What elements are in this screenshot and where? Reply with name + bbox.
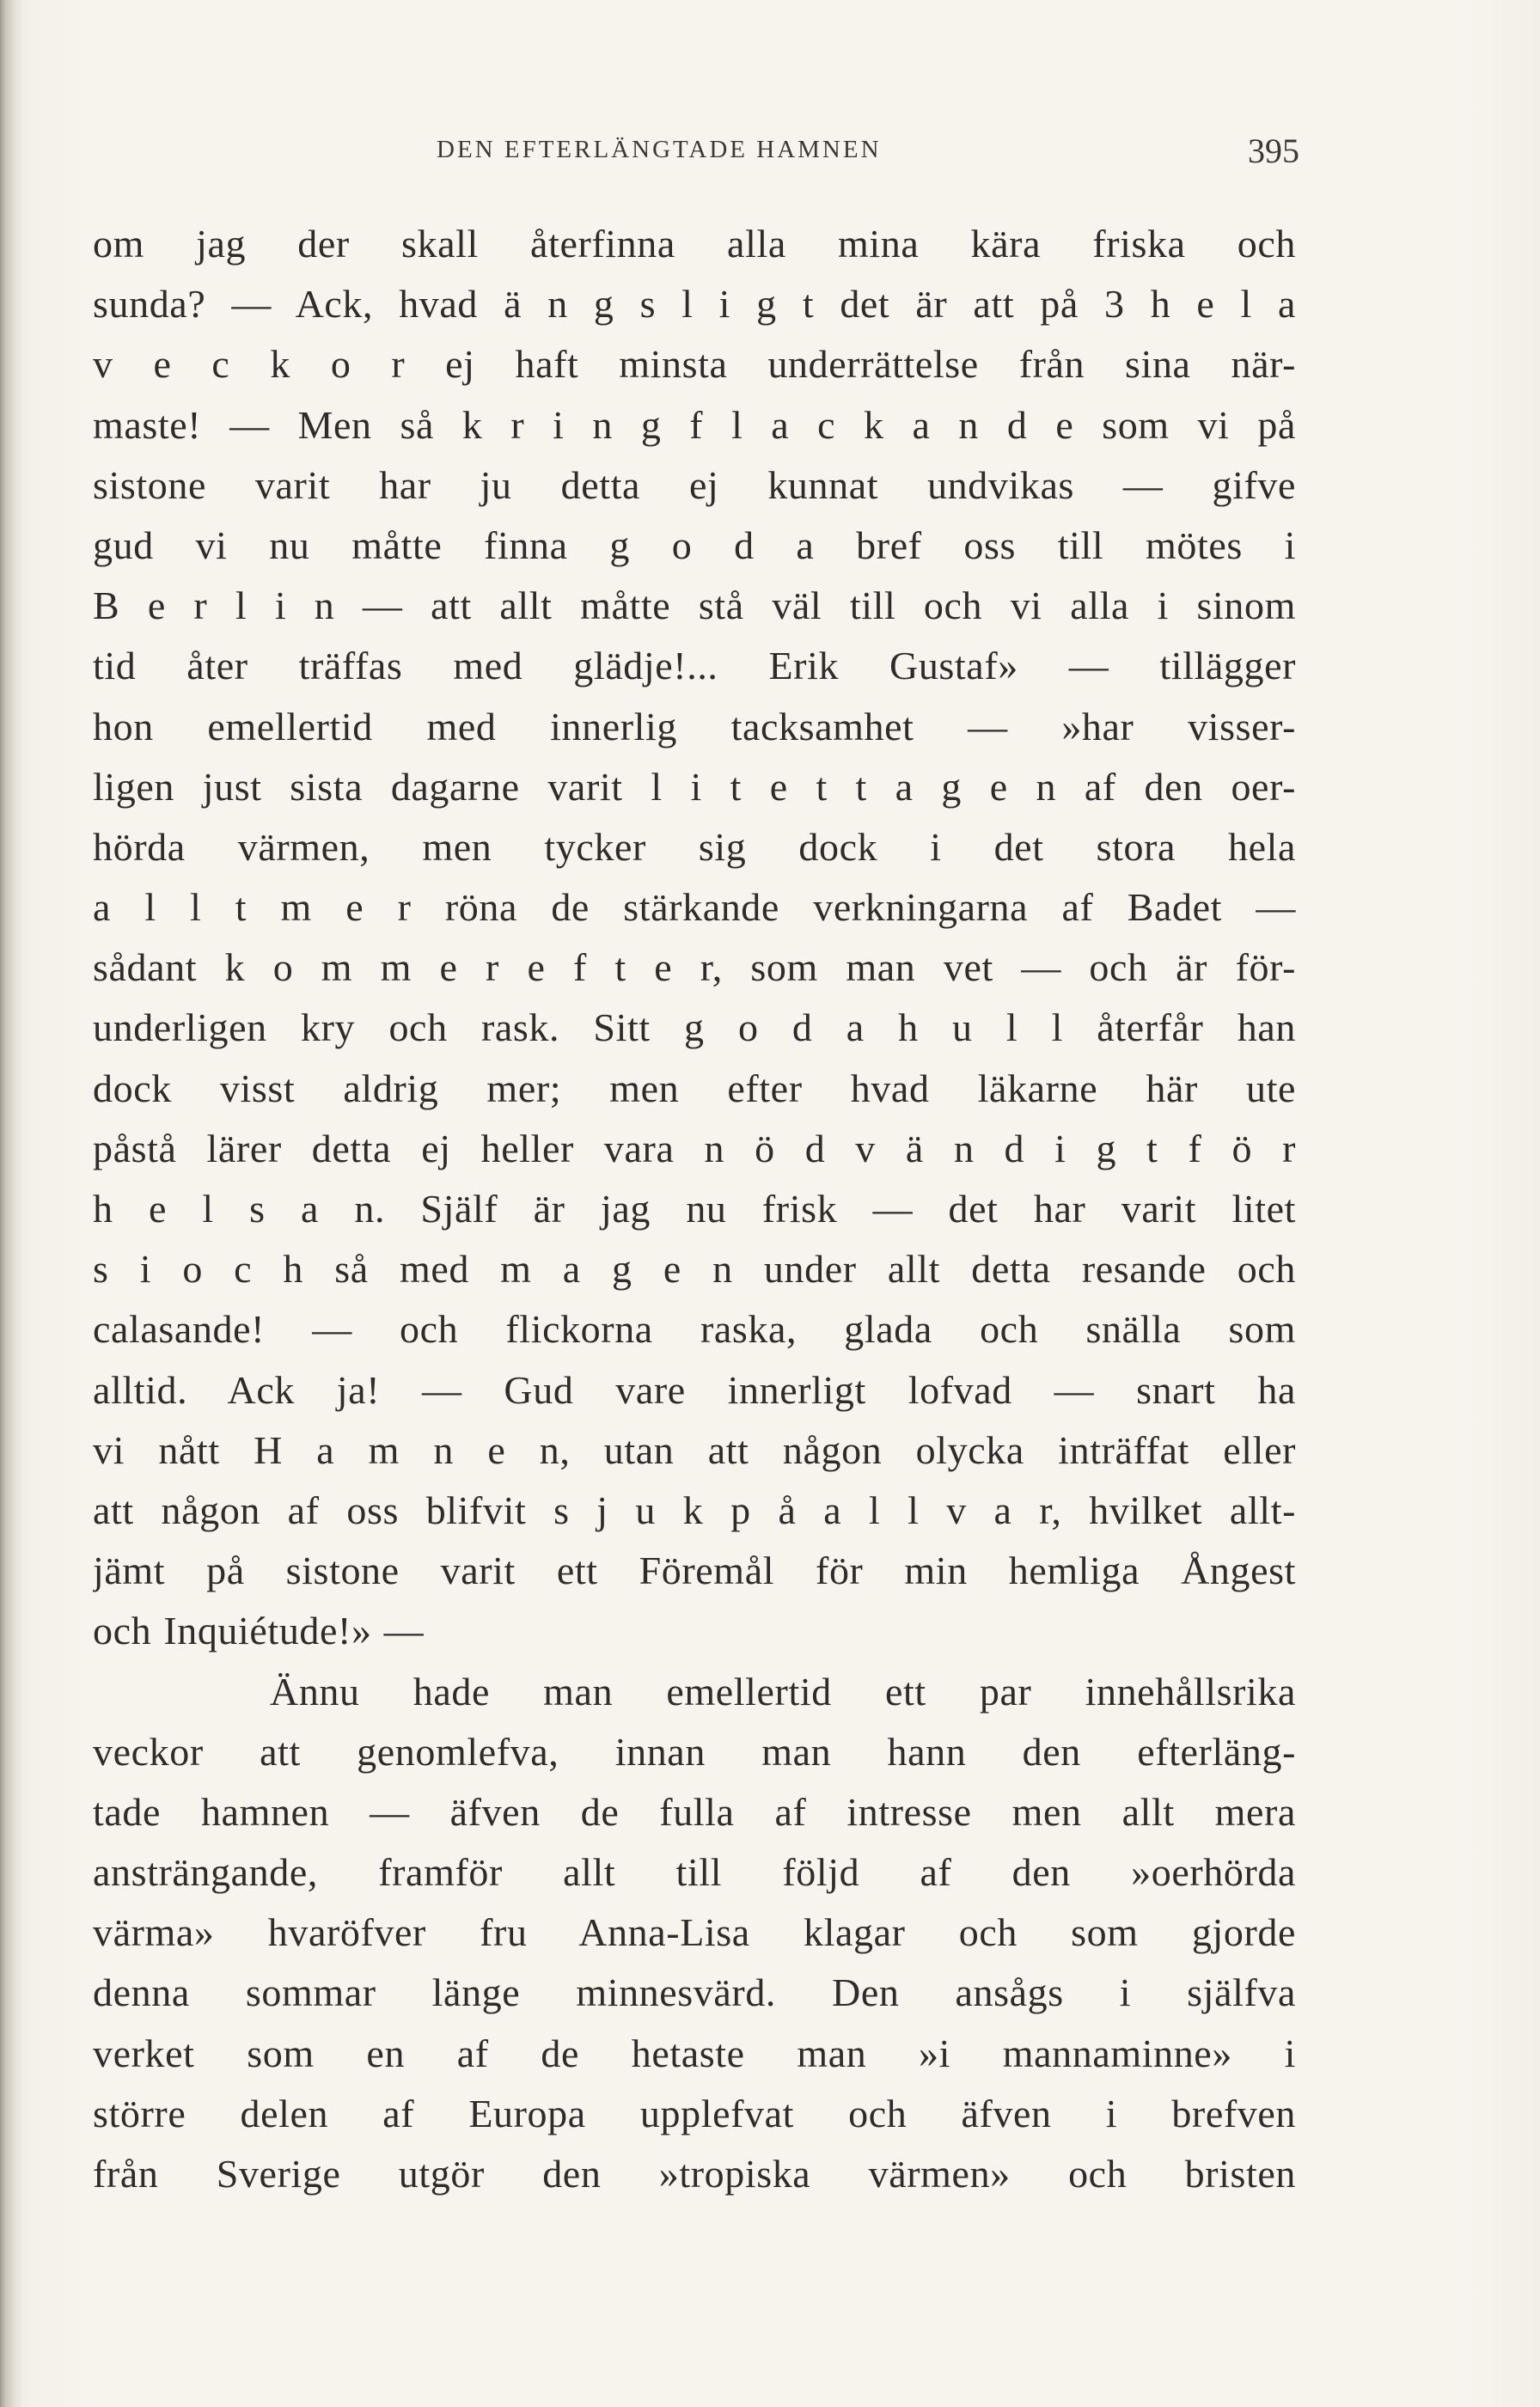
running-head [93,131,1299,170]
text-line: h e l s a n. Själf är jag nu frisk — det har varit litet [93,1187,1296,1231]
binding-gutter-shadow [0,0,22,2407]
text-line: B e r l i n — att allt måtte stå väl till och vi alla i sinom [93,583,1296,628]
paragraph-first-line: Ännu hade man emellertid ett par innehållsrika [270,1669,1296,1714]
text-line: större delen af Europa upplefvat och äfven i brefven [93,2091,1296,2135]
text-line: v e c k o r ej haft minsta underrättelse från sina när- [93,342,1296,387]
text-line: sistone varit har ju detta ej kunnat undvikas — gifve [93,462,1296,507]
text-line: dock visst aldrig mer; men efter hvad läkarne här ute [93,1066,1296,1110]
page-number: 395 [1248,131,1299,170]
text-line: påstå lärer detta ej heller vara n ö d v ä n d i g t f ö r [93,1126,1296,1170]
text-line: maste! — Men så k r i n g f l a c k a n d e som vi på [93,402,1296,447]
text-line: veckor att genomlefva, innan man hann den efterläng- [93,1729,1296,1774]
text-line: från Sverige utgör den »tropiska värmen» och bristen [93,2152,1296,2196]
text-line: ansträngande, framför allt till följd af den »oerhörda [93,1850,1296,1895]
running-title: DEN EFTERLÄNGTADE HAMNEN [437,136,882,163]
text-line: denna sommar länge minnesvärd. Den ansågs i själfva [93,1970,1296,2015]
text-line: tid åter träffas med glädje!... Erik Gustaf» — tillägger [93,644,1296,688]
text-line: sådant k o m m e r e f t e r, som man vet — och är för- [93,945,1296,990]
text-line: ligen just sista dagarne varit l i t e t t a g e n af den oer- [93,764,1296,809]
text-line: a l l t m e r röna de stärkande verkningarna af Badet — [93,885,1296,930]
text-line: verket som en af de hetaste man »i mannaminne» i [93,2031,1296,2075]
body-text [93,214,1296,2204]
text-line: om jag der skall återfinna alla mina kära friska och [93,222,1296,266]
text-line: hon emellertid med innerlig tacksamhet — »har visser- [93,704,1296,748]
text-line: och Inquiétude!» — [93,1609,425,1653]
text-line: vi nått H a m n e n, utan att någon olycka inträffat eller [93,1427,1296,1472]
text-line: att någon af oss blifvit s j u k p å a l l v a r, hvilket allt- [93,1488,1296,1532]
text-line: alltid. Ack ja! — Gud vare innerligt lofvad — snart ha [93,1367,1296,1412]
text-line: jämt på sistone varit ett Föremål för min hemliga Ångest [93,1549,1296,1593]
text-line: hörda värmen, men tycker sig dock i det stora hela [93,824,1296,869]
text-line: sunda? — Ack, hvad ä n g s l i g t det är att på 3 h e l a [93,282,1296,327]
text-line: underligen kry och rask. Sitt g o d a h u l l återfår han [93,1005,1296,1050]
text-line: gud vi nu måtte finna g o d a bref oss till mötes i [93,522,1296,567]
text-line: s i o c h så med m a g e n under allt detta resande och [93,1247,1296,1292]
text-line: tade hamnen — äfven de fulla af intresse men allt mera [93,1789,1296,1834]
text-line: calasande! — och flickorna raska, glada och snälla som [93,1307,1296,1352]
text-line: värma» hvaröfver fru Anna-Lisa klagar och som gjorde [93,1910,1296,1955]
